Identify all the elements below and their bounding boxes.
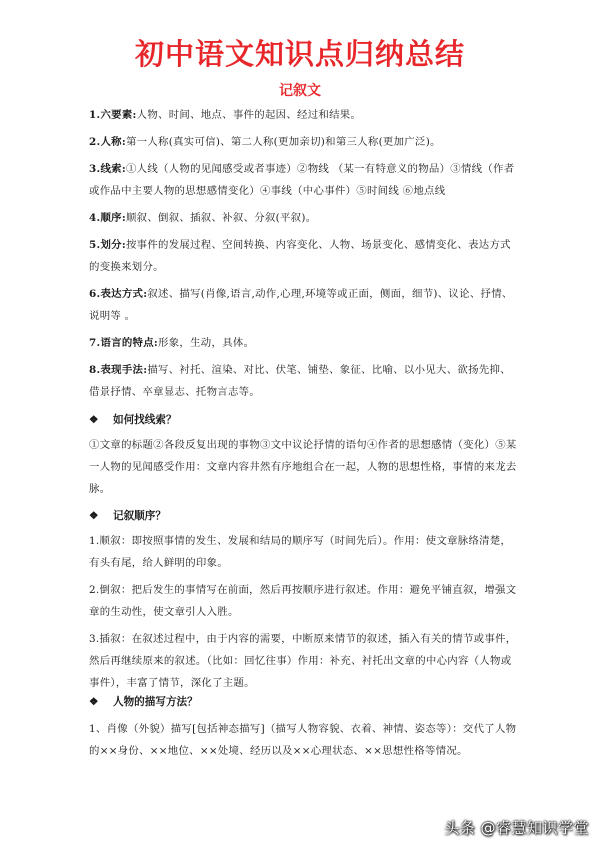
paragraph: 2.倒叙：把后发生的事情写在前面，然后再按顺序进行叙述。作用：避免平铺直叙，增强文章的生动性，使文章引人入胜。 bbox=[89, 584, 517, 618]
paragraph: 1.顺叙：即按照事情的发生、发展和结局的顺序写（时间先后）。作用：使文章脉络清楚，有头有尾，给人鲜明的印象。 bbox=[89, 535, 512, 569]
diamond-bullet-icon: ❖ bbox=[89, 414, 99, 426]
section-body bbox=[89, 718, 519, 762]
list-item: 6.表达方式:叙述、描写(肖像,语言,动作,心理,环境等或正面，侧面，细节)、议论、抒情、说明等 。 bbox=[89, 288, 513, 322]
list-item: 2.人称:第一人称(真实可信)、第二人称(更加亲切)和第三人称(更加广泛)。 bbox=[89, 136, 441, 148]
list-item: 4.顺序:顺叙、倒叙、插叙、补叙、分叙(平叙)。 bbox=[89, 212, 317, 224]
section-heading: ❖ 如何找线索？ bbox=[89, 414, 177, 426]
diamond-bullet-icon: ❖ bbox=[89, 510, 99, 522]
section-heading: ❖ 人物的描写方法？ bbox=[89, 696, 198, 708]
list-item: 1.六要素:人物、时间、地点、事件的起因、经过和结果。 bbox=[89, 109, 362, 121]
section-body bbox=[89, 434, 519, 500]
paragraph: ①文章的标题②各段反复出现的事物③文中议论抒情的语句④作者的思想感情（变化）⑤某一人物的见闻感受作用：文章内容井然有序地组合在一起，人物的思想性格，事情的来龙去脉。 bbox=[89, 439, 517, 495]
list-item: 3.线索:①人线（人物的见闻感受或者事迹）②物线 （某一有特意义的物品）③情线（作者或作品中主要人物的思想感情变化）④事线（中心事件）⑤时间线 ⑥地点线 bbox=[89, 163, 515, 197]
list-item: 7.语言的特点:形象，生动，具体。 bbox=[89, 337, 255, 349]
section-body bbox=[89, 530, 519, 694]
page-title: 初中语文知识点归纳总结 bbox=[134, 37, 465, 71]
list-item: 5.划分:按事件的发展过程、空间转换、内容变化、人物、场景变化、感情变化、表达方式的变换来划分。 bbox=[89, 239, 511, 273]
section-subtitle: 记叙文 bbox=[279, 83, 321, 99]
section-heading: ❖ 记叙顺序？ bbox=[89, 510, 166, 522]
list-item: 8.表现手法:描写、衬托、渲染、对比、伏笔、铺垫、象征、比喻、以小见大、欲扬先抑、借景抒情、卒章显志、托物言志等。 bbox=[89, 364, 511, 398]
paragraph: 1、肖像（外貌）描写[包括神态描写]（描写人物容貌、衣着、神情、姿态等）：交代了人物的××身份、××地位、××处境、经历以及××心理状态、××思想性格等情况。 bbox=[89, 723, 517, 757]
paragraph: 3.插叙：在叙述过程中，由于内容的需要，中断原来情节的叙述，插入有关的情节或事件，然后再继续原来的叙述。（比如：回忆往事）作用：补充、衬托出文章的中心内容（人物或事件），丰富了情节，深化了主题。 bbox=[89, 633, 517, 689]
diamond-bullet-icon: ❖ bbox=[89, 696, 99, 708]
watermark: 头条 @睿慧知识学堂 bbox=[444, 819, 589, 837]
key-points-list bbox=[89, 104, 519, 403]
